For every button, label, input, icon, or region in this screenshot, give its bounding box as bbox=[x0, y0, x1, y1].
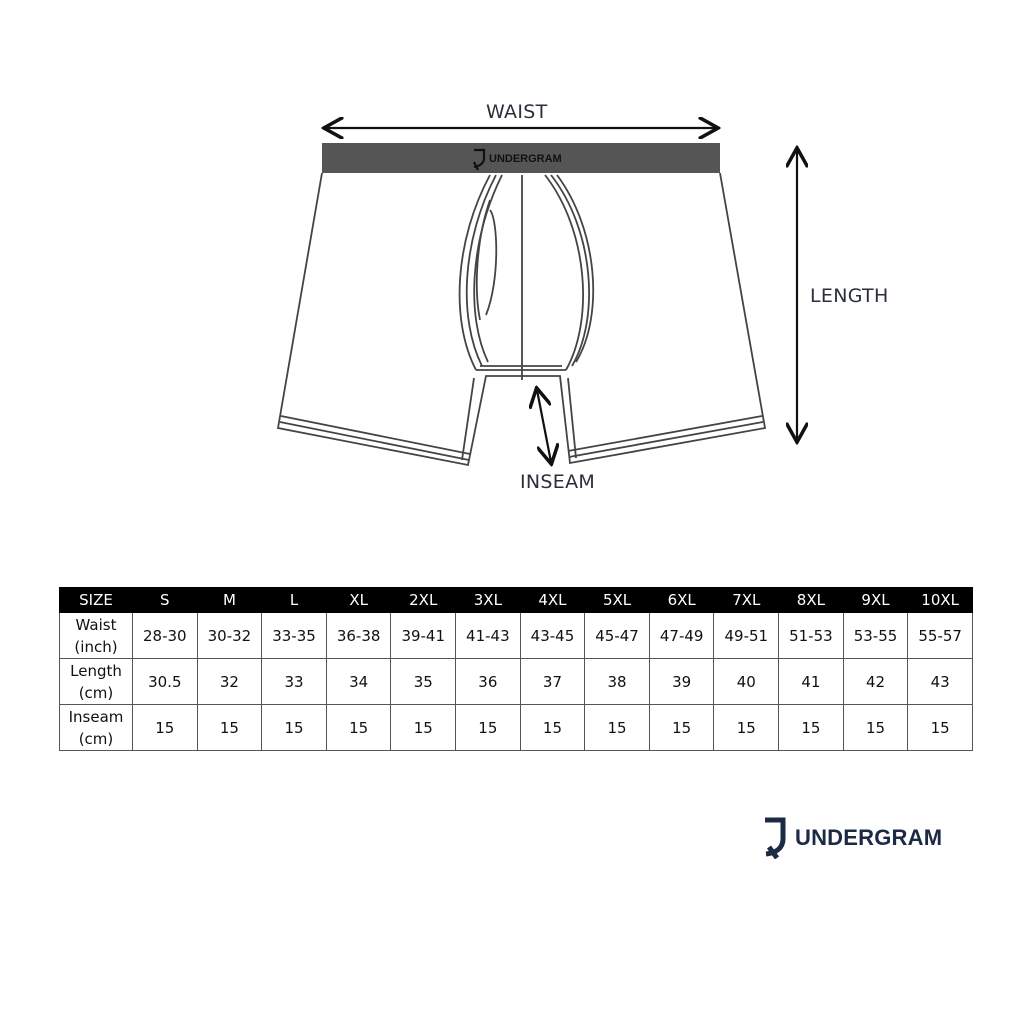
table-cell: 39 bbox=[649, 659, 714, 705]
header-cell: SIZE bbox=[60, 588, 133, 613]
table-row-length bbox=[60, 659, 973, 705]
table-cell: 41-43 bbox=[456, 613, 521, 659]
table-cell: 15 bbox=[133, 705, 198, 751]
table-cell: 15 bbox=[649, 705, 714, 751]
table-cell: 15 bbox=[714, 705, 779, 751]
table-cell: 41 bbox=[779, 659, 844, 705]
header-cell: 9XL bbox=[843, 588, 908, 613]
table-cell: 36 bbox=[456, 659, 521, 705]
table-cell: 47-49 bbox=[649, 613, 714, 659]
table-cell: 55-57 bbox=[908, 613, 973, 659]
table-cell: 33-35 bbox=[262, 613, 327, 659]
waist-label: WAIST bbox=[486, 101, 548, 123]
size-header-row bbox=[60, 588, 973, 613]
table-cell: 37 bbox=[520, 659, 585, 705]
header-cell: 6XL bbox=[649, 588, 714, 613]
row-label-line2: (inch) bbox=[74, 637, 118, 656]
header-cell: 2XL bbox=[391, 588, 456, 613]
row-label-line1: Length bbox=[70, 661, 122, 680]
inseam-label: INSEAM bbox=[520, 471, 596, 493]
table-cell: 49-51 bbox=[714, 613, 779, 659]
brand-name: UNDERGRAM bbox=[795, 825, 943, 850]
table-cell: 35 bbox=[391, 659, 456, 705]
table-cell: 15 bbox=[262, 705, 327, 751]
row-label bbox=[60, 659, 133, 705]
row-label bbox=[60, 705, 133, 751]
table-cell: 15 bbox=[197, 705, 262, 751]
waistband-brand-text: UNDERGRAM bbox=[489, 153, 562, 165]
table-cell: 30.5 bbox=[133, 659, 198, 705]
table-cell: 15 bbox=[456, 705, 521, 751]
table-cell: 51-53 bbox=[779, 613, 844, 659]
table-cell: 32 bbox=[197, 659, 262, 705]
header-cell: S bbox=[133, 588, 198, 613]
row-label-line1: Waist bbox=[75, 615, 117, 634]
table-cell: 28-30 bbox=[133, 613, 198, 659]
row-label-line2: (cm) bbox=[78, 729, 114, 748]
inseam-arrow bbox=[537, 390, 551, 462]
table-cell: 33 bbox=[262, 659, 327, 705]
table-cell: 34 bbox=[326, 659, 391, 705]
table-cell: 30-32 bbox=[197, 613, 262, 659]
length-label: LENGTH bbox=[810, 285, 889, 307]
header-cell: 5XL bbox=[585, 588, 650, 613]
table-cell: 15 bbox=[779, 705, 844, 751]
table-cell: 15 bbox=[326, 705, 391, 751]
undergram-logo-icon bbox=[763, 817, 789, 859]
header-cell: 10XL bbox=[908, 588, 973, 613]
table-row-waist bbox=[60, 613, 973, 659]
table-cell: 53-55 bbox=[843, 613, 908, 659]
table-cell: 42 bbox=[843, 659, 908, 705]
row-label-line1: Inseam bbox=[68, 707, 124, 726]
table-cell: 43 bbox=[908, 659, 973, 705]
table-cell: 36-38 bbox=[326, 613, 391, 659]
header-cell: 8XL bbox=[779, 588, 844, 613]
table-cell: 15 bbox=[908, 705, 973, 751]
table-row-inseam bbox=[60, 705, 973, 751]
table-cell: 15 bbox=[391, 705, 456, 751]
size-chart-table bbox=[59, 587, 973, 751]
table-cell: 15 bbox=[843, 705, 908, 751]
header-cell: M bbox=[197, 588, 262, 613]
brand-logo bbox=[763, 816, 942, 860]
header-cell: 7XL bbox=[714, 588, 779, 613]
boxer-body bbox=[278, 173, 765, 465]
table-cell: 15 bbox=[520, 705, 585, 751]
row-label bbox=[60, 613, 133, 659]
row-label-line2: (cm) bbox=[78, 683, 114, 702]
table-cell: 39-41 bbox=[391, 613, 456, 659]
header-cell: 3XL bbox=[456, 588, 521, 613]
header-cell: L bbox=[262, 588, 327, 613]
header-cell: 4XL bbox=[520, 588, 585, 613]
header-cell: XL bbox=[326, 588, 391, 613]
table-cell: 43-45 bbox=[520, 613, 585, 659]
table-cell: 15 bbox=[585, 705, 650, 751]
table-cell: 45-47 bbox=[585, 613, 650, 659]
table-cell: 38 bbox=[585, 659, 650, 705]
table-cell: 40 bbox=[714, 659, 779, 705]
